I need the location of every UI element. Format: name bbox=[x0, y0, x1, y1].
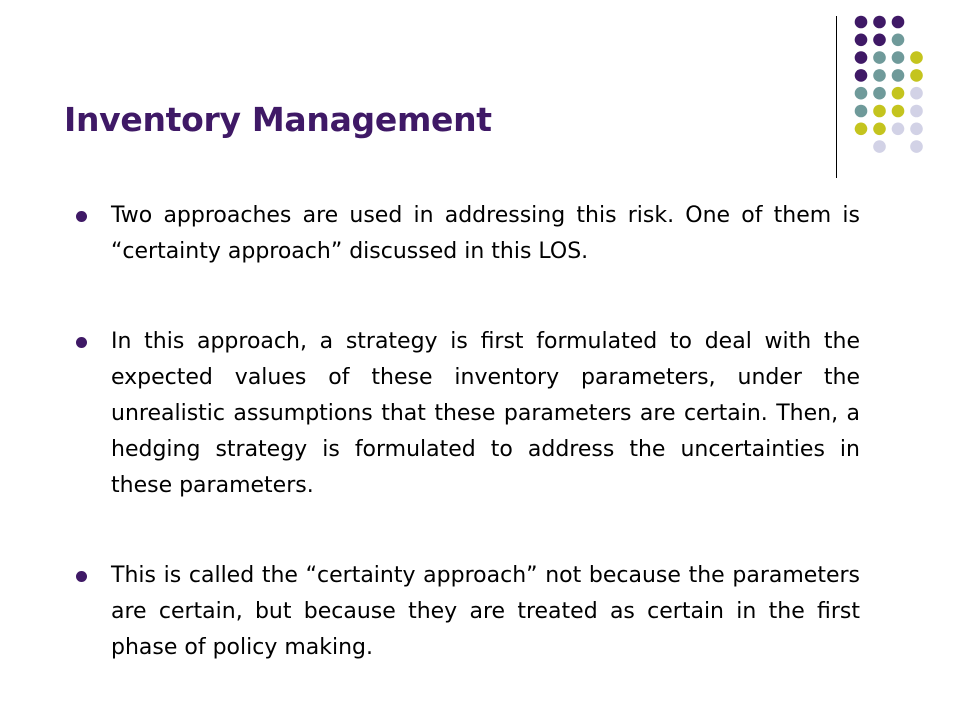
bullet-dot-icon bbox=[76, 337, 87, 348]
decorative-dot bbox=[892, 105, 905, 118]
decorative-dot bbox=[873, 34, 886, 47]
bullet-item bbox=[76, 324, 860, 504]
bullet-item bbox=[76, 198, 860, 270]
decorative-dot bbox=[873, 87, 886, 100]
bullet-text: Two approaches are used in addressing this risk. One of them is “certainty approach” discussed in this LOS. bbox=[111, 203, 860, 264]
bullet-text: In this approach, a strategy is first formulated to deal with the expected values of these inventory parameters, under the unrealistic assumptions that these parameters are certain. Then, a hedging strategy is formulated to address the uncertainties in these parameters. bbox=[111, 329, 860, 498]
decorative-dot bbox=[855, 105, 868, 118]
bullet-text: This is called the “certainty approach” not because the parameters are certain, but because they are treated as certain in the first phase of policy making. bbox=[111, 563, 860, 660]
decorative-dot bbox=[855, 69, 868, 82]
decorative-dot bbox=[910, 105, 923, 118]
decorative-dot bbox=[910, 140, 923, 153]
decorative-dot bbox=[855, 16, 868, 29]
bullet-item bbox=[76, 558, 860, 666]
decorative-dot bbox=[892, 16, 905, 29]
decorative-dot bbox=[873, 16, 886, 29]
decorative-dot bbox=[855, 87, 868, 100]
divider-line bbox=[836, 16, 837, 178]
decorative-dot bbox=[892, 69, 905, 82]
decorative-dot bbox=[855, 51, 868, 64]
decorative-dot bbox=[910, 69, 923, 82]
decorative-dot bbox=[873, 69, 886, 82]
decorative-dot bbox=[892, 34, 905, 47]
bullet-dot-icon bbox=[76, 211, 87, 222]
slide-title: Inventory Management bbox=[64, 100, 492, 139]
bullet-dot-icon bbox=[76, 571, 87, 582]
decorative-dot bbox=[873, 123, 886, 136]
decorative-dot bbox=[892, 87, 905, 100]
decorative-dot bbox=[892, 123, 905, 136]
decorative-dot bbox=[873, 51, 886, 64]
bullet-list bbox=[76, 198, 860, 666]
decorative-dot bbox=[892, 51, 905, 64]
decorative-dot bbox=[910, 51, 923, 64]
decorative-dot bbox=[855, 34, 868, 47]
decorative-dot bbox=[910, 87, 923, 100]
decorative-dot bbox=[873, 140, 886, 153]
decorative-dot bbox=[873, 105, 886, 118]
decorative-dot bbox=[855, 123, 868, 136]
decorative-dot bbox=[910, 123, 923, 136]
